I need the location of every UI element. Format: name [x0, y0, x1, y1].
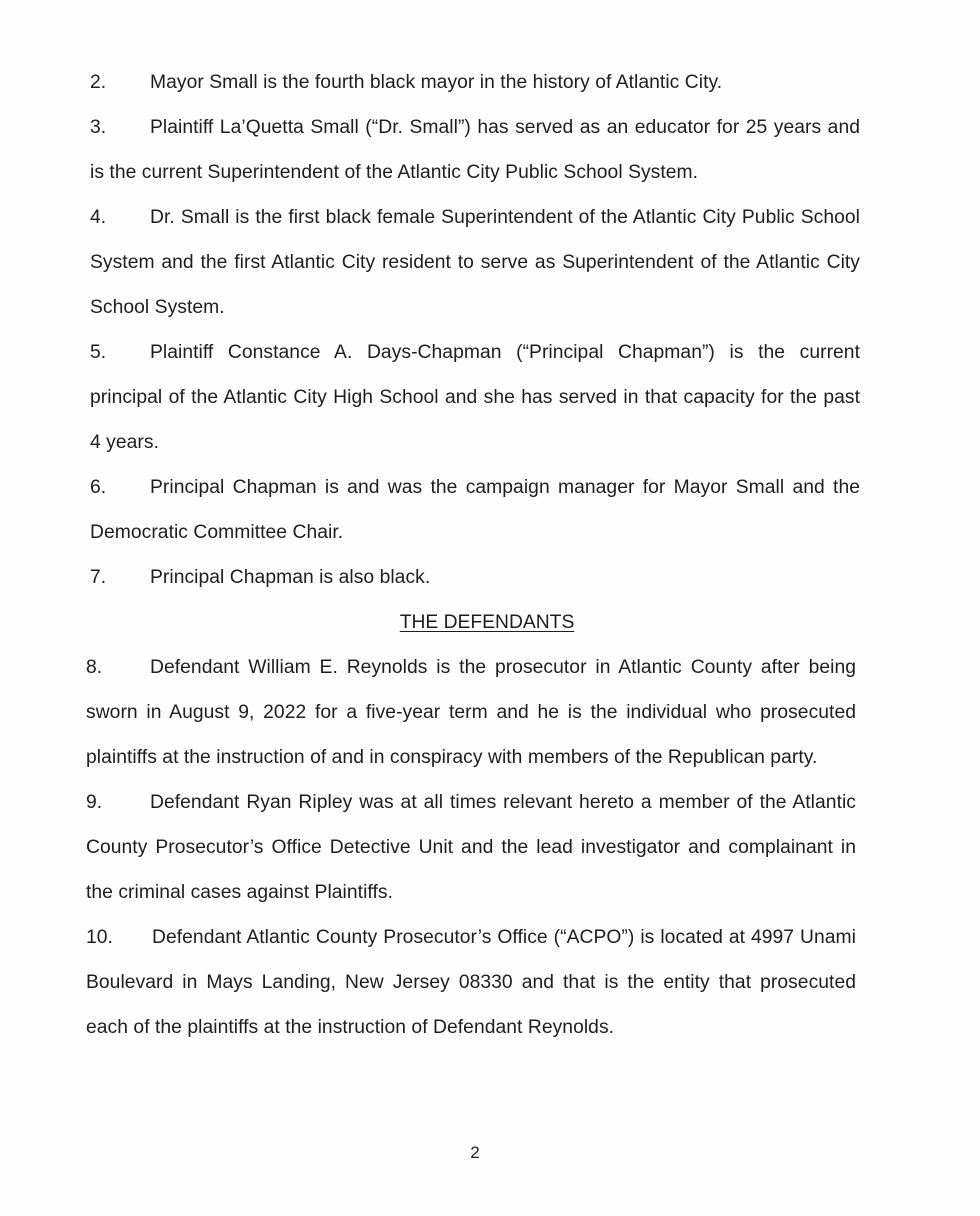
paragraph-8: [86, 645, 856, 780]
paragraph-number: 7.: [90, 567, 107, 588]
paragraph-text: Principal Chapman is and was the campaign manager for Mayor Small and the Democratic Committee Chair.: [90, 477, 860, 543]
paragraph-5: [90, 330, 860, 465]
paragraph-text: Plaintiff La’Quetta Small (“Dr. Small”) has served as an educator for 25 years and is the current Superintendent of the Atlantic City Public School System.: [90, 117, 860, 183]
paragraph-number: 5.: [90, 342, 107, 363]
paragraph-text: Defendant Atlantic County Prosecutor’s Office (“ACPO”) is located at 4997 Unami Boulevard in Mays Landing, New Jersey 08330 and that is the entity that prosecuted each of the plaintiffs at the instruction of Defendant Reynolds.: [86, 927, 856, 1038]
section-heading-text: THE DEFENDANTS: [399, 612, 575, 633]
paragraph-number: 9.: [86, 792, 103, 813]
paragraph-number: 3.: [90, 117, 107, 138]
paragraph-text: Plaintiff Constance A. Days-Chapman (“Principal Chapman”) is the current principal of the Atlantic City High School and she has served in that capacity for the past 4 years.: [90, 342, 860, 453]
paragraph-9: [86, 780, 856, 915]
paragraph-7: [90, 555, 860, 600]
paragraph-10: [86, 915, 856, 1050]
section-heading: [0, 600, 980, 645]
paragraph-number: 8.: [86, 657, 103, 678]
paragraph-4: [90, 195, 860, 330]
paragraph-number: 4.: [90, 207, 107, 228]
paragraph-text: Defendant William E. Reynolds is the prosecutor in Atlantic County after being sworn in August 9, 2022 for a five-year term and he is the individual who prosecuted plaintiffs at the instruction of and in conspiracy with members of the Republican party.: [86, 657, 856, 768]
page-number: 2: [470, 1143, 480, 1162]
paragraph-number: 6.: [90, 477, 107, 498]
paragraph-3: [90, 105, 860, 195]
paragraph-text: Mayor Small is the fourth black mayor in the history of Atlantic City.: [150, 72, 723, 93]
paragraph-text: Dr. Small is the first black female Superintendent of the Atlantic City Public School System and the first Atlantic City resident to serve as Superintendent of the Atlantic City School System.: [90, 207, 860, 318]
paragraph-text: Defendant Ryan Ripley was at all times relevant hereto a member of the Atlantic County Prosecutor’s Office Detective Unit and the lead investigator and complainant in the criminal cases against Plaintiffs.: [86, 792, 856, 903]
paragraph-number: 10.: [86, 927, 113, 948]
paragraph-2: [90, 60, 860, 105]
paragraph-text: Principal Chapman is also black.: [150, 567, 431, 588]
paragraph-6: [90, 465, 860, 555]
paragraph-number: 2.: [90, 72, 107, 93]
